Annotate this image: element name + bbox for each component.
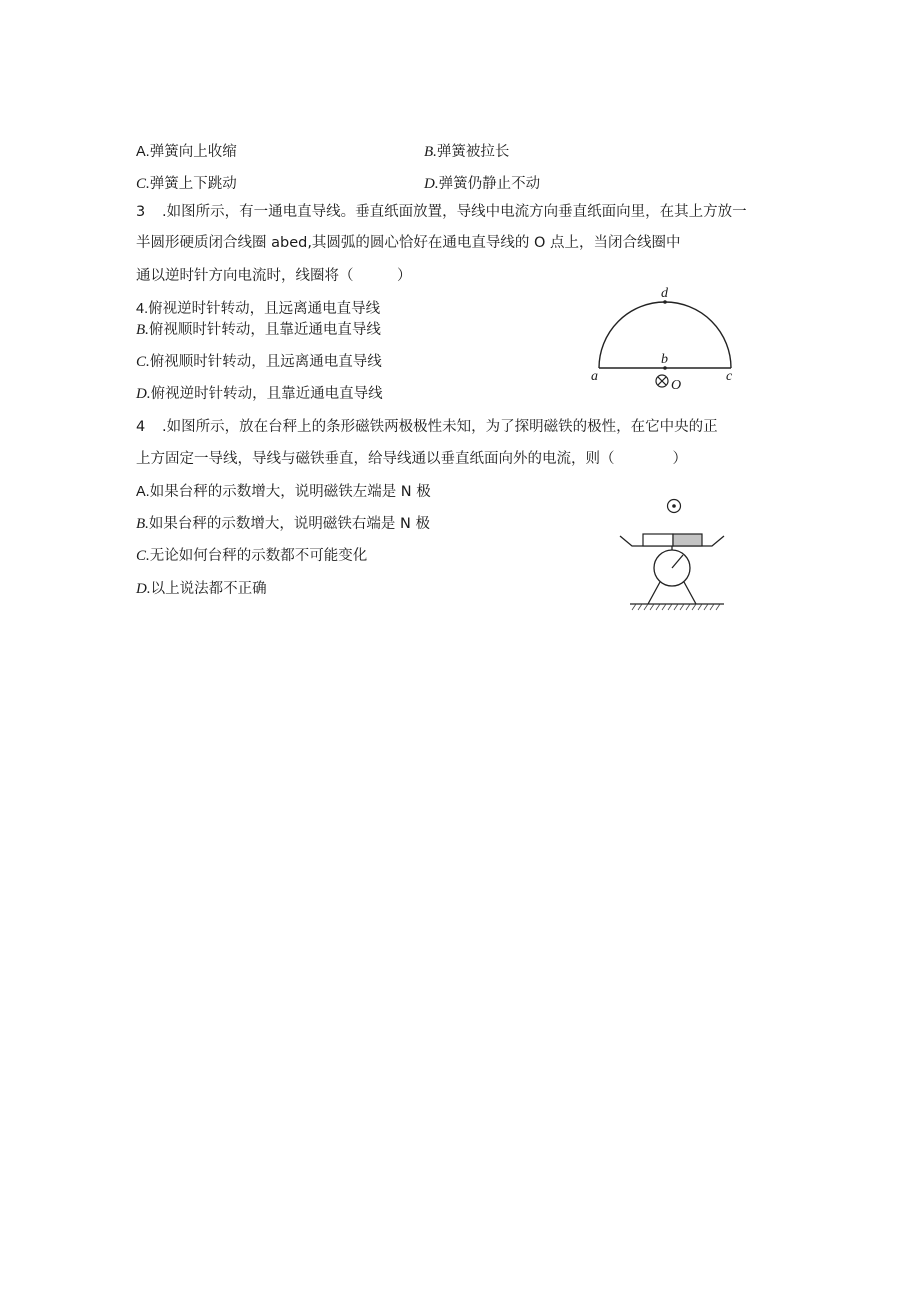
ground-hatch	[630, 604, 724, 610]
q4-scale-figure	[612, 492, 732, 614]
scale-leg-left	[648, 582, 660, 604]
q4-line1-text: .如图所示，放在台秤上的条形磁铁两极极性未知，为了探明磁铁的极性，在它中央的正	[162, 419, 718, 435]
q3-stem-line2: 半圆形硬质闭合线圈 abed,其圆弧的圆心恰好在通电直导线的 O 点上，当闭合线圈中	[136, 235, 681, 251]
q2-option-b-text: 弹簧被拉长	[436, 144, 510, 160]
label-b: b	[661, 352, 668, 367]
q3-option-c-label: C.	[136, 354, 150, 370]
q4-option-d	[136, 579, 267, 599]
q4-stem-line2: 上方固定一导线，导线与磁铁垂直，给导线通以垂直纸面向外的电流，则（ ）	[136, 451, 687, 467]
q3-option-d-text: 俯视逆时针转动，且靠近通电直导线	[150, 386, 383, 402]
q2-option-b-label: B.	[424, 144, 437, 160]
label-d: d	[661, 286, 668, 301]
scale-leg-right	[684, 582, 696, 604]
q3-number: 3	[136, 204, 146, 220]
q4-number: 4	[136, 419, 146, 435]
q4-option-a-label: A.	[136, 484, 150, 500]
q4-option-d-label: D.	[136, 581, 151, 597]
q3-option-d	[136, 384, 383, 404]
q3-option-c	[136, 352, 382, 372]
current-into-page-icon	[656, 375, 668, 387]
q2-option-b	[424, 142, 509, 162]
q2-option-a	[136, 142, 237, 162]
q2-option-d	[424, 174, 540, 194]
q4-option-c-label: C.	[136, 548, 150, 564]
q4-option-c	[136, 546, 367, 566]
q3-option-a-text: 俯视逆时针转动，且远离通电直导线	[148, 301, 381, 317]
q4-option-a-text: 如果台秤的示数增大，说明磁铁左端是 N 极	[149, 484, 431, 500]
q3-stem-line3: 通以逆时针方向电流时，线圈将（ ）	[136, 268, 412, 284]
q2-option-c	[136, 174, 237, 194]
q4-option-c-text: 无论如何台秤的示数都不可能变化	[149, 548, 368, 564]
q4-stem-line1	[136, 417, 718, 437]
q3-line1-text: .如图所示，有一通电直导线。垂直纸面放置，导线中电流方向垂直纸面向里，在其上方放一	[162, 204, 747, 220]
q4-option-b-label: B.	[136, 516, 149, 532]
magnet-left-half	[643, 534, 673, 546]
q3-option-b	[136, 320, 381, 340]
q3-option-a	[136, 299, 380, 319]
magnet-right-half	[673, 534, 702, 546]
q2-option-a-text: 弹簧向上收缩	[149, 144, 237, 160]
q2-option-d-label: D.	[424, 176, 439, 192]
q3-option-d-label: D.	[136, 386, 151, 402]
label-a: a	[591, 369, 598, 384]
q4-option-b	[136, 514, 430, 534]
current-out-of-page-icon	[668, 500, 681, 513]
q4-option-a	[136, 482, 431, 502]
q4-option-d-text: 以上说法都不正确	[150, 581, 267, 597]
q2-option-a-label: A.	[136, 144, 150, 160]
q2-option-d-text: 弹簧仍静止不动	[438, 176, 541, 192]
label-c: c	[726, 369, 733, 384]
q3-option-a-label: 4.	[136, 301, 149, 317]
q3-option-b-text: 俯视顺时针转动，且靠近通电直导线	[148, 322, 381, 338]
q2-option-c-label: C.	[136, 176, 150, 192]
q3-option-b-label: B.	[136, 322, 149, 338]
q3-stem-line1	[136, 202, 747, 222]
q2-option-c-text: 弹簧上下跳动	[149, 176, 237, 192]
q3-semicircle-figure	[585, 282, 745, 394]
q4-option-b-text: 如果台秤的示数增大，说明磁铁右端是 N 极	[148, 516, 430, 532]
q3-option-c-text: 俯视顺时针转动，且远离通电直导线	[149, 354, 382, 370]
label-o: O	[671, 378, 682, 393]
